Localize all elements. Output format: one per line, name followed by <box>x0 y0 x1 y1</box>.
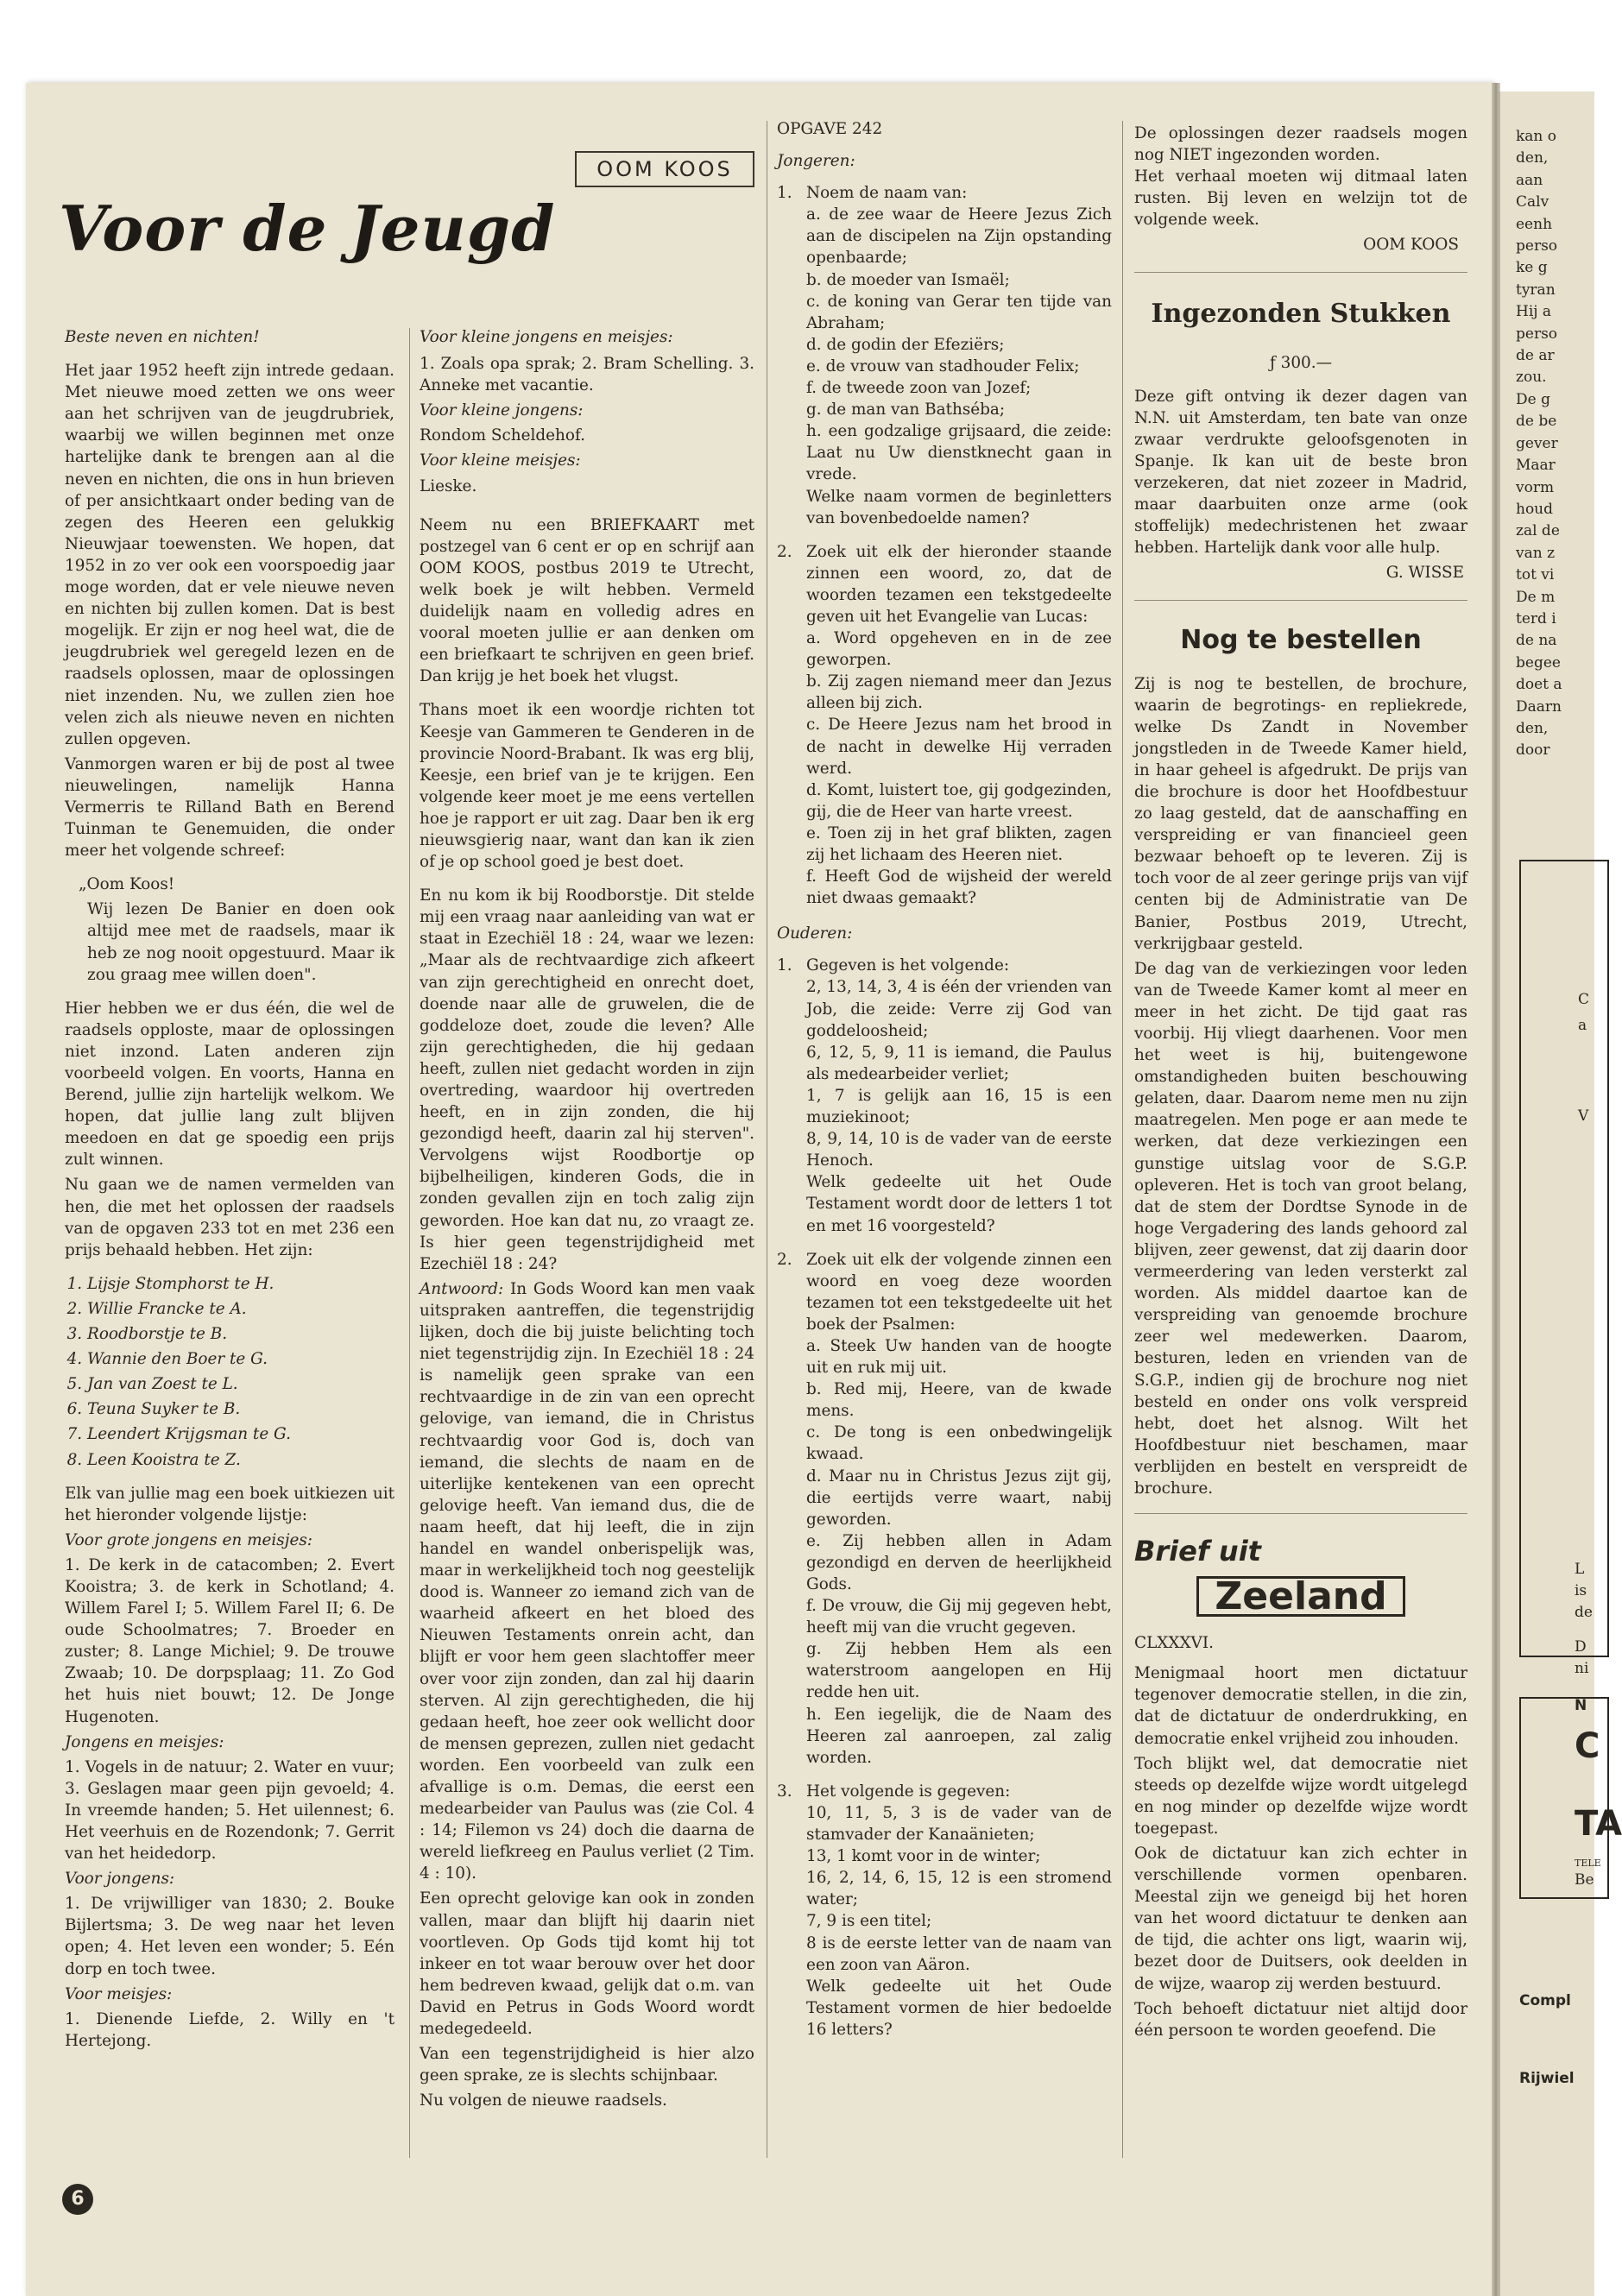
ad-fragment-11: TA <box>1575 1804 1622 1844</box>
ad-fragment-3: V <box>1578 1107 1589 1125</box>
adjacent-text-line: tot vi <box>1516 566 1555 584</box>
salutation: Beste neven en nichten! <box>65 328 260 346</box>
brief-uit-heading: Brief uit <box>1134 1535 1261 1568</box>
letter-greeting: „Oom Koos! <box>79 875 175 894</box>
question-item: 8, 9, 14, 10 is de vader van de eerste Henoch. <box>806 1130 1112 1170</box>
small-girls-heading: Voor kleine meisjes: <box>420 451 581 470</box>
nog-te-bestellen-heading: Nog te bestellen <box>1180 624 1422 655</box>
winner-item: 8. Leen Kooistra te Z. <box>87 1449 394 1471</box>
question-item: 13, 1 komt voor in de winter; <box>806 1847 1041 1866</box>
question-item: b. Zij zagen niemand meer dan Jezus alleen bij zich. <box>806 672 1112 713</box>
boys-girls-heading: Jongens en meisjes: <box>65 1732 224 1751</box>
gift-signature: G. WISSE <box>1385 564 1464 583</box>
divider <box>1134 272 1467 273</box>
gift-paragraph: Deze gift ontving ik dezer dagen van N.N. uit Amsterdam, ten bate van onze zwaar verdrukte geloofsgenoten in Spanje. Ik kan uit de beste bron verzekeren, dat niet zozeer in Madrid, maar daarbuiten onze arme (ook stoffelijk) medechristenen het zwaar hebben. Hartelijk dank voor alle hulp. <box>1134 387 1467 558</box>
question-item: h. Een iegelijk, die de Naam des Heeren zal aanroepen, zal zalig worden. <box>806 1705 1112 1767</box>
intro-paragraph: Het jaar 1952 heeft zijn intrede gedaan. Met nieuwe moed zetten we ons weer aan het schrijven van de jeugdrubriek, waarbij we willen beginnen met onze hartelijke dank te brengen aan al die neven en nichten, die ons in hun brieven of per ansichtkaart onder beding van de zegen des Heeren een gelukkig Nieuwjaar toewensten. We hopen, dat 1952 in zo ver ook een voorspoedig jaar moge worden, dat er vele nieuwe neven en nichten bij zullen komen. Dat is best mogelijk. Er zijn er nog heel wat, die de jeugdrubriek wel geregeld lezen en de raadsels oplossen, maar de oplossingen niet inzenden. Nu, we zullen zien hoe velen zich als nieuwe neven en nichten zullen opgeven. <box>65 362 394 748</box>
question-item: e. Zij hebben allen in Adam gezondigd en derven de heerlijkheid Gods. <box>806 1531 1112 1593</box>
question-item: Welke naam vormen de beginletters van bovenbedoelde namen? <box>806 487 1112 527</box>
elders-question-2: 2. Zoek uit elk der volgende zinnen een woord en voeg deze woorden tezamen tot een tekstgedeelte uit het boek der Psalmen: a. Steek Uw handen van de hoogte uit en ruk mij uit. b. Red mij, Heere, van de kwade mens. c. De tong is een onbedwingelijk kwaad. d. Maar nu in Christus Jezus zijt gij, die eertijds verre waart, nabij geworden. e. Zij hebben allen in Adam gezondigd en derven de heerlijkheid Gods. f. De vrouw, die Gij mij gegeven hebt, heeft mij van die vrucht gegeven. g. Zij hebben Hem als een waterstroom aangelopen en Hij redde hen uit. h. Een iegelijk, die de Naam des Heeren zal aanroepen, zal zalig worden. <box>777 1249 1112 1769</box>
adjacent-text-line: aan <box>1516 171 1543 189</box>
question-item: f. Heeft God de wijsheid der wereld niet dwaas gemaakt? <box>806 867 1112 908</box>
winner-item: 3. Roodborstje te B. <box>87 1323 394 1345</box>
question-item: 1, 7 is gelijk aan 16, 15 is een muziekinoot; <box>806 1086 1112 1127</box>
question-item: f. De vrouw, die Gij mij gegeven hebt, heeft mij van die vrucht gegeven. <box>806 1597 1112 1637</box>
boys-girls-list: 1. Vogels in de natuur; 2. Water en vuur; 3. Geslagen maar geen pijn gevoeld; 4. In vreemde handen; 5. Het uilennest; 6. Het veerhuis en de Rozendonk; 7. Gerrit van het heidedorp. <box>65 1757 394 1864</box>
question-item: a. Word opgeheven en in de zee geworpen. <box>806 629 1112 670</box>
after-letter-paragraph: Hier hebben we er dus één, die wel de raadsels opploste, maar de oplossingen niet inzond. Laten anderen zijn voorbeeld volgen. En voorts, Hanna en Berend, jullie zijn hartelijk welkom. We hopen, dat jullie lang zult blijven meedoen en dat ge spoedig een prijs zult winnen. <box>65 999 394 1170</box>
question-item: c. De tong is een onbedwingelijk kwaad. <box>806 1423 1112 1464</box>
question-item: h. een godzalige grijsaard, die zeide: Laat nu Uw dienstknecht gaan in vrede. <box>806 422 1112 484</box>
adjacent-text-line: De g <box>1516 390 1550 408</box>
ad-fragment-12: TELE <box>1575 1858 1601 1869</box>
big-boys-heading: Voor grote jongens en meisjes: <box>65 1530 312 1549</box>
adjacent-text-line: ke g <box>1516 259 1548 277</box>
question-item: g. Zij hebben Hem als een waterstroom aangelopen en Hij redde hen uit. <box>806 1640 1112 1702</box>
zeeland-wrapper <box>1134 1576 1467 1617</box>
answer-text: In Gods Woord kan men vaak uitspraken aantreffen, die tegenstrijdig lijken, doch die bij juiste belichting toch niet tegenstrijdig zijn. In Ezechiël 18 : 24 is namelijk geen sprake van een rechtvaardige in de zin van een oprecht gelovige, van iemand, die in Christus rechtvaardig voor God is, doch van iemand, die slechts de naam en de uiterlijke kentekenen van een oprecht gelovige heeft. Van iemand dus, die de naam heeft, dat hij leeft, die in zijn handel en wandel onberispelijk was, maar in werkelijkheid toch nog geestelijk dood is. Wanneer zo iemand zich van de waarheid afkeert en het bloed des Nieuwen Testaments onrein acht, dan blijft er voor hem geen slachtoffer meer over voor zijn zonden, dan zal hij daarin sterven. Al zijn gerechtigheden, die hij gedaan heeft, hoe zeer ook wellicht door de mensen geprezen, zullen niet gedacht worden. Een voorbeeld van zulk een afvallige is o.m. Demas, die eerst een medearbeider van Paulus was (zie Col. 4 : 14; Filemon vs 24) doch die daarna de wereld liefkreeg en Paulus verliet (2 Tim. 4 : 10). <box>420 1279 754 1883</box>
upright-paragraph: Een oprecht gelovige kan ook in zonden vallen, maar dan blijft hij daarin niet voortleven. Op Gods tijd komt hij tot inkeer en tot waar berouw over het door hem bedreven kwaad, gelijk dat o.m. van David en Petrus in Gods Woord wordt medegedeeld. <box>420 1889 754 2039</box>
adjacent-text-line: Daarn <box>1516 697 1562 716</box>
question-item: b. Red mij, Heere, van de kwade mens. <box>806 1380 1112 1421</box>
ad-fragment-8: ni <box>1575 1660 1589 1677</box>
question-item: c. De Heere Jezus nam het brood in de nacht in dewelke Hij verraden werd. <box>806 716 1112 778</box>
keesje-paragraph: Thans moet ik een woordje richten tot Keesje van Gammeren te Genderen in de provincie Noord-Brabant. Ik was erg blij, Keesje, een brief van je te krijgen. Een volgende keer moet je me eens vertellen hoe je rapport er uit zag. Daar ben ik erg nieuwsgierig naar, want dan kan ik zien of je op school goed je best doet. <box>420 701 754 872</box>
question-item: a. de zee waar de Heere Jezus Zich aan de discipelen na Zijn opstanding openbaarde; <box>806 205 1112 268</box>
adjacent-text-line: vorm <box>1516 478 1555 496</box>
oom-koos-label: OOM KOOS <box>575 151 754 187</box>
column-4 <box>1134 123 1467 2045</box>
question-lead: Noem de naam van: <box>806 184 968 203</box>
winner-item: 2. Willie Francke te A. <box>87 1298 394 1320</box>
winners-intro: Nu gaan we de namen vermelden van hen, die met het oplossen der raadsels van de opgaven 233 tot en met 236 een prijs behaald hebben. Het zijn: <box>65 1176 394 1259</box>
ad-fragment-15: Rijwiel <box>1519 2070 1575 2087</box>
winner-item: 1. Lijsje Stomphorst te H. <box>87 1273 394 1295</box>
adjacent-ad-box-1 <box>1519 860 1609 1657</box>
question-item: e. de vrouw van stadhouder Felix; <box>806 356 1080 375</box>
nog-paragraph-2: De dag van de verkiezingen voor leden van de Tweede Kamer komt al meer en meer in het zicht. De tijd gaat ras voorbij. Hij vliegt daarhenen. Voor men het weet is hij, buitengewone omstandigheden buiten beschouwing gelaten, daar. Daarom neme men nu zijn maatregelen. Men poge er aan mede te werken, dat deze verkiezingen een gunstige uitslag voor de S.G.P. opleveren. Het is toch van groot belang, dat de stem der Dordtse Synode in de hoge Vergadering des lands gehoord zal blijven, zeer gewenst, dat zij daarin door vermeerdering van leden versterkt zal worden. Als middel daartoe kan de verspreiding van genoemde brochure zeer wel medewerken. Daarom, besturen, leden en vrienden van de S.G.P., indien gij de brochure nog niet besteld en onder ons volk verspreid hebt, doet het alsnog. Wilt het Hoofdbestuur niet beschamen, maar verblijden en bestelt en verspreidt de brochure. <box>1134 959 1467 1498</box>
big-boys-list: 1. De kerk in de catacomben; 2. Evert Kooistra; 3. de kerk in Schotland; 4. Willem Farel I; 5. Willem Farel II; 6. De oude Schoolmatres; 7. Broeder en zuster; 8. Lange Michiel; 9. De trouwe Zwaab; 10. De dorpsplaag; 11. Zo God het huis niet bouwt; 12. De Jonge Hugenoten. <box>65 1555 394 1726</box>
small-boys-list: Rondom Scheldehof. <box>420 426 585 445</box>
youth-question-1: 1. Noem de naam van: a. de zee waar de Heere Jezus Zich aan de discipelen na Zijn opstanding openbaarde; b. de moeder van Ismaël; c. de koning van Gerar ten tijde van Abraham; d. de godin der Efeziërs; e. de vrouw van stadhouder Felix; f. de tweede zoon van Jozef; g. de man van Bathséba; h. een godzalige grijsaard, die zeide: Laat nu Uw dienstknecht gaan in vrede. Welke naam vormen de beginletters van bovenbedoelde namen? <box>777 182 1112 529</box>
girls-list: 1. Dienende Liefde, 2. Willy en 't Hertejong. <box>65 2009 394 2050</box>
adjacent-text-line: eenh <box>1516 215 1553 233</box>
divider <box>1134 1513 1467 1514</box>
no-contradiction-paragraph: Van een tegenstrijdigheid is hier alzo geen sprake, ze is slechts schijnbaar. <box>420 2045 754 2085</box>
oom-koos-signoff: OOM KOOS <box>1363 236 1459 255</box>
ad-fragment-2: a <box>1578 1017 1587 1034</box>
roodborstje-paragraph: En nu kom ik bij Roodborstje. Dit stelde mij een vraag naar aanleiding van wat er staat in Ezechiël 18 : 24, waar we lezen: „Maar als de rechtvaardige zich afkeert van zijn gerechtigheid en onrecht doet, doende naar alle de gruwelen, die de goddeloze doet, zoude die leven? Alle zijn gerechtigheden, die hij gedaan heeft, zullen niet gedacht worden in zijn overtreding, waardoor hij overtreden heeft, en in zijn zonden, die hij gezondigd heeft, daarin zal hij sterven". Vervolgens wijst Roodbortje op bijbelheiligen, kinderen Gods, die in zonden gevallen zijn en toch zalig zijn geworden. Hoe kan dat nu, zo vraagt ze. Is hier geen tegenstrijdigheid met Ezechiël 18 : 24? <box>420 886 754 1273</box>
question-item: Welk gedeelte uit het Oude Testament wordt door de letters 1 tot en met 16 voorgesteld? <box>806 1173 1112 1235</box>
question-item: d. Komt, luistert toe, gij godgezinden, gij, die de Heer van harte vreest. <box>806 780 1112 821</box>
new-members-paragraph: Vanmorgen waren er bij de post al twee nieuwelingen, namelijk Hanna Vermerris te Rilland Bath en Berend Tuinman te Genemuiden, die onder meer het volgende schreef: <box>65 754 394 861</box>
adjacent-text-line: perso <box>1516 237 1558 255</box>
adjacent-text-line: houd <box>1516 500 1554 518</box>
adjacent-text-line: begee <box>1516 653 1561 672</box>
ad-fragment-9: N <box>1575 1697 1587 1714</box>
adjacent-text-line: kan o <box>1516 128 1557 145</box>
adjacent-text-line: de na <box>1516 632 1557 650</box>
question-item: 7, 9 is een titel; <box>806 1912 932 1931</box>
divider <box>1134 600 1467 601</box>
question-item: g. de man van Bathséba; <box>806 401 1006 419</box>
brief-paragraph-4: Toch behoeft dictatuur niet altijd door één persoon te worden geoefend. Die <box>1134 1999 1467 2040</box>
adjacent-text-line: den, <box>1516 719 1549 737</box>
adjacent-text-line: Maar <box>1516 457 1556 475</box>
question-lead: Gegeven is het volgende: <box>806 956 1010 975</box>
solutions-note: De oplossingen dezer raadsels mogen nog NIET ingezonden worden. <box>1134 124 1467 165</box>
question-item: 8 is de eerste letter van de naam van een zoon van Aäron. <box>806 1933 1112 1974</box>
small-girls-list: Lieske. <box>420 476 477 495</box>
question-item: b. de moeder van Ismaël; <box>806 270 1010 289</box>
elders-question-3: 3. Het volgende is gegeven: 10, 11, 5, 3 is de vader van de stamvader der Kanaänieten; 13, 1 komt voor in de winter; 16, 2, 14, 6, 15, 12 is een stromend water; 7, 9 is een titel; 8 is de eerste letter van de naam van een zoon van Aäron. Welk gedeelte uit het Oude Testament vormen de hier bedoelde 16 letters? <box>777 1781 1112 2041</box>
question-lead: Het volgende is gegeven: <box>806 1782 1011 1801</box>
next-riddles-line: Nu volgen de nieuwe raadsels. <box>420 2091 667 2110</box>
winner-item: 6. Teuna Suyker te B. <box>87 1398 394 1420</box>
adjacent-text-line: zal de <box>1516 522 1560 540</box>
small-boys-girls-heading: Voor kleine jongens en meisjes: <box>420 328 673 346</box>
postcard-paragraph: Neem nu een BRIEFKAART met postzegel van 6 cent er op en schrijf aan OOM KOOS, postbus 2019 te Utrecht, welk boek je wilt hebben. Vermeld duidelijk naam en volledig adres en vooral moeten jullie er aan denken om een briefkaart te schrijven en geen brief. Dan krijg je het boek het vlugst. <box>420 515 754 686</box>
ad-fragment-6: de <box>1575 1604 1593 1621</box>
winners-list <box>65 1273 394 1471</box>
question-item: d. Maar nu in Christus Jezus zijt gij, die eertijds verre waart, nabij geworden. <box>806 1467 1112 1529</box>
elders-heading: Ouderen: <box>777 924 853 943</box>
adjacent-page-fragment <box>1499 91 1622 2296</box>
adjacent-text-line: terd i <box>1516 609 1556 628</box>
small-boys-girls-list: 1. Zoals opa sprak; 2. Bram Schelling. 3. Anneke met vacantie. <box>420 355 754 395</box>
adjacent-text-line: den, <box>1516 149 1549 167</box>
gift-amount: ƒ 300.— <box>1270 353 1332 372</box>
youth-question-2: 2. Zoek uit elk der hieronder staande zinnen een woord, zo, dat de woorden tezamen een tekstgedeelte geven uit het Evangelie van Lucas: a. Word opgeheven en in de zee geworpen. b. Zij zagen niemand meer dan Jezus alleen bij zich. c. De Heere Jezus nam het brood in de nacht in dewelke Hij verraden werd. d. Komt, luistert toe, gij godgezinden, gij, die de Heer van harte vreest. e. Toen zij in het graf blikten, zagen zij het lichaam des Heeren niet. f. Heeft God de wijsheid der wereld niet dwaas gemaakt? <box>777 541 1112 910</box>
question-item: 16, 2, 14, 6, 15, 12 is een stromend water; <box>806 1869 1112 1909</box>
elders-question-1: 1. Gegeven is het volgende: 2, 13, 14, 3, 4 is één der vrienden van Job, die zeide: Verre zij God van goddeloosheid; 6, 12, 5, 9, 11 is iemand, die Paulus als medearbeider verliet; 1, 7 is gelijk aan 16, 15 is een muziekinoot; 8, 9, 14, 10 is de vader van de eerste Henoch. Welk gedeelte uit het Oude Testament wordt door de letters 1 tot en met 16 voorgesteld? <box>777 955 1112 1236</box>
adjacent-text-line: de be <box>1516 413 1557 431</box>
column-2 <box>420 326 754 2115</box>
ad-fragment-13: Be <box>1575 1871 1594 1889</box>
small-boys-heading: Voor kleine jongens: <box>420 401 584 420</box>
question-item: a. Steek Uw handen van de hoogte uit en ruk mij uit. <box>806 1336 1112 1378</box>
zeeland-heading: Zeeland <box>1196 1576 1404 1617</box>
boys-list: 1. De vrijwilliger van 1830; 2. Bouke Bijlertsma; 3. De weg naar het leven open; 4. Het leven een wonder; 5. Eén dorp en toch twee. <box>65 1895 394 1978</box>
column-1 <box>65 326 394 2055</box>
adjacent-text-line: door <box>1516 741 1550 760</box>
adjacent-text-line: van z <box>1516 544 1556 562</box>
answer-paragraph <box>420 1278 754 1885</box>
adjacent-page-text <box>1516 126 1562 762</box>
question-item: e. Toen zij in het graf blikten, zagen zij het lichaam des Heeren niet. <box>806 823 1112 864</box>
question-item: d. de godin der Efeziërs; <box>806 335 1005 354</box>
ad-fragment-1: C <box>1578 991 1590 1008</box>
adjacent-text-line: De m <box>1516 588 1556 606</box>
adjacent-text-line: tyran <box>1516 281 1556 299</box>
ad-fragment-7: D <box>1575 1638 1587 1656</box>
adjacent-text-line: Hij a <box>1516 303 1552 321</box>
brief-numeral: CLXXXVI. <box>1134 1634 1214 1653</box>
answer-label: Antwoord: <box>420 1279 504 1298</box>
ad-fragment-4: L <box>1575 1561 1585 1578</box>
question-lead: Zoek uit elk der volgende zinnen een woord en voeg deze woorden tezamen tot een tekstgedeelte uit het boek der Psalmen: <box>806 1250 1112 1334</box>
column-3 <box>777 118 1112 2047</box>
adjacent-text-line: doet a <box>1516 676 1562 694</box>
opgave-heading: OPGAVE 242 <box>777 120 883 138</box>
brief-paragraph-3: Ook de dictatuur kan zich echter in verschillende vormen openbaren. Meestal zijn we geneigd bij het horen van het woord dictatuur te denken aan de tijd, die achter ons ligt, waarin wij, bezet door de Duitsers, ook deelden in de wijze, waarop zij werden bestuurd. <box>1134 1845 1467 1993</box>
ad-fragment-14: Compl <box>1519 1992 1571 2009</box>
brief-paragraph-2: Toch blijkt wel, dat democratie niet steeds op dezelfde wijze wordt uitgelegd en nog minder op dezelfde wijze wordt toegepast. <box>1134 1754 1467 1838</box>
adjacent-text-line: perso <box>1516 325 1558 343</box>
nog-paragraph-1: Zij is nog te bestellen, de brochure, waarin de begrotings- en repliekrede, welke Ds Zandt in November jongstleden in de Tweede Kamer hield, in haar geheel is afgedrukt. De prijs van die brochure is door het Hoofdbestuur zo laag gesteld, dat de aanschaffing en verspreiding er van financieel geen bezwaar behoeft op te leveren. Zij is toch voor de al zeer geringe prijs van vijf centen bij de Administratie van De Banier, Postbus 2019, Utrecht, verkrijgbaar gesteld. <box>1134 674 1467 953</box>
page-title: Voor de Jeugd <box>59 192 556 265</box>
question-item: 2, 13, 14, 3, 4 is één der vrienden van Job, die zeide: Verre zij God van goddeloosheid; <box>806 978 1112 1040</box>
story-note: Het verhaal moeten wij ditmaal laten rusten. Bij leven en welzijn tot de volgende week. <box>1134 167 1467 230</box>
ad-fragment-10: C <box>1575 1726 1600 1766</box>
question-item: 10, 11, 5, 3 is de vader van de stamvader der Kanaänieten; <box>806 1803 1112 1845</box>
adjacent-text-line: gever <box>1516 434 1558 452</box>
adjacent-text-line: zou. <box>1516 369 1547 387</box>
winner-item: 5. Jan van Zoest te L. <box>87 1373 394 1395</box>
winner-item: 7. Leendert Krijgsman te G. <box>87 1423 394 1445</box>
ingezonden-heading: Ingezonden Stukken <box>1151 298 1451 329</box>
question-item: Welk gedeelte uit het Oude Testament vormen de hier bedoelde 16 letters? <box>806 1977 1112 2039</box>
adjacent-text-line: de ar <box>1516 347 1555 365</box>
question-item: 6, 12, 5, 9, 11 is iemand, die Paulus als medearbeider verliet; <box>806 1043 1112 1083</box>
girls-heading: Voor meisjes: <box>65 1984 173 2003</box>
page-number: 6 <box>62 2184 93 2215</box>
winner-item: 4. Wannie den Boer te G. <box>87 1348 394 1370</box>
boys-heading: Voor jongens: <box>65 1870 175 1889</box>
brief-paragraph-1: Menigmaal hoort men dictatuur tegenover democratie stellen, in die zin, dat de dictatuur de onderdrukking, en democratie enkel vrijheid zou inhouden. <box>1134 1664 1467 1748</box>
column-rule <box>409 328 410 2158</box>
question-lead: Zoek uit elk der hieronder staande zinnen een woord, zo, dat de woorden tezamen een tekstgedeelte geven uit het Evangelie van Lucas: <box>806 542 1112 626</box>
youth-heading: Jongeren: <box>777 152 855 171</box>
letter-body: Wij lezen De Banier en doen ook altijd mee met de raadsels, maar ik heb ze nog nooit opgestuurd. Maar ik zou graag mee willen doen". <box>87 900 394 984</box>
column-rule <box>1122 121 1123 2158</box>
choose-paragraph: Elk van jullie mag een boek uitkiezen uit het hieronder volgende lijstje: <box>65 1484 394 1524</box>
adjacent-text-line: Calv <box>1516 193 1549 211</box>
question-item: c. de koning van Gerar ten tijde van Abraham; <box>806 292 1112 332</box>
ad-fragment-5: is <box>1575 1582 1587 1599</box>
question-item: f. de tweede zoon van Jozef; <box>806 379 1032 398</box>
